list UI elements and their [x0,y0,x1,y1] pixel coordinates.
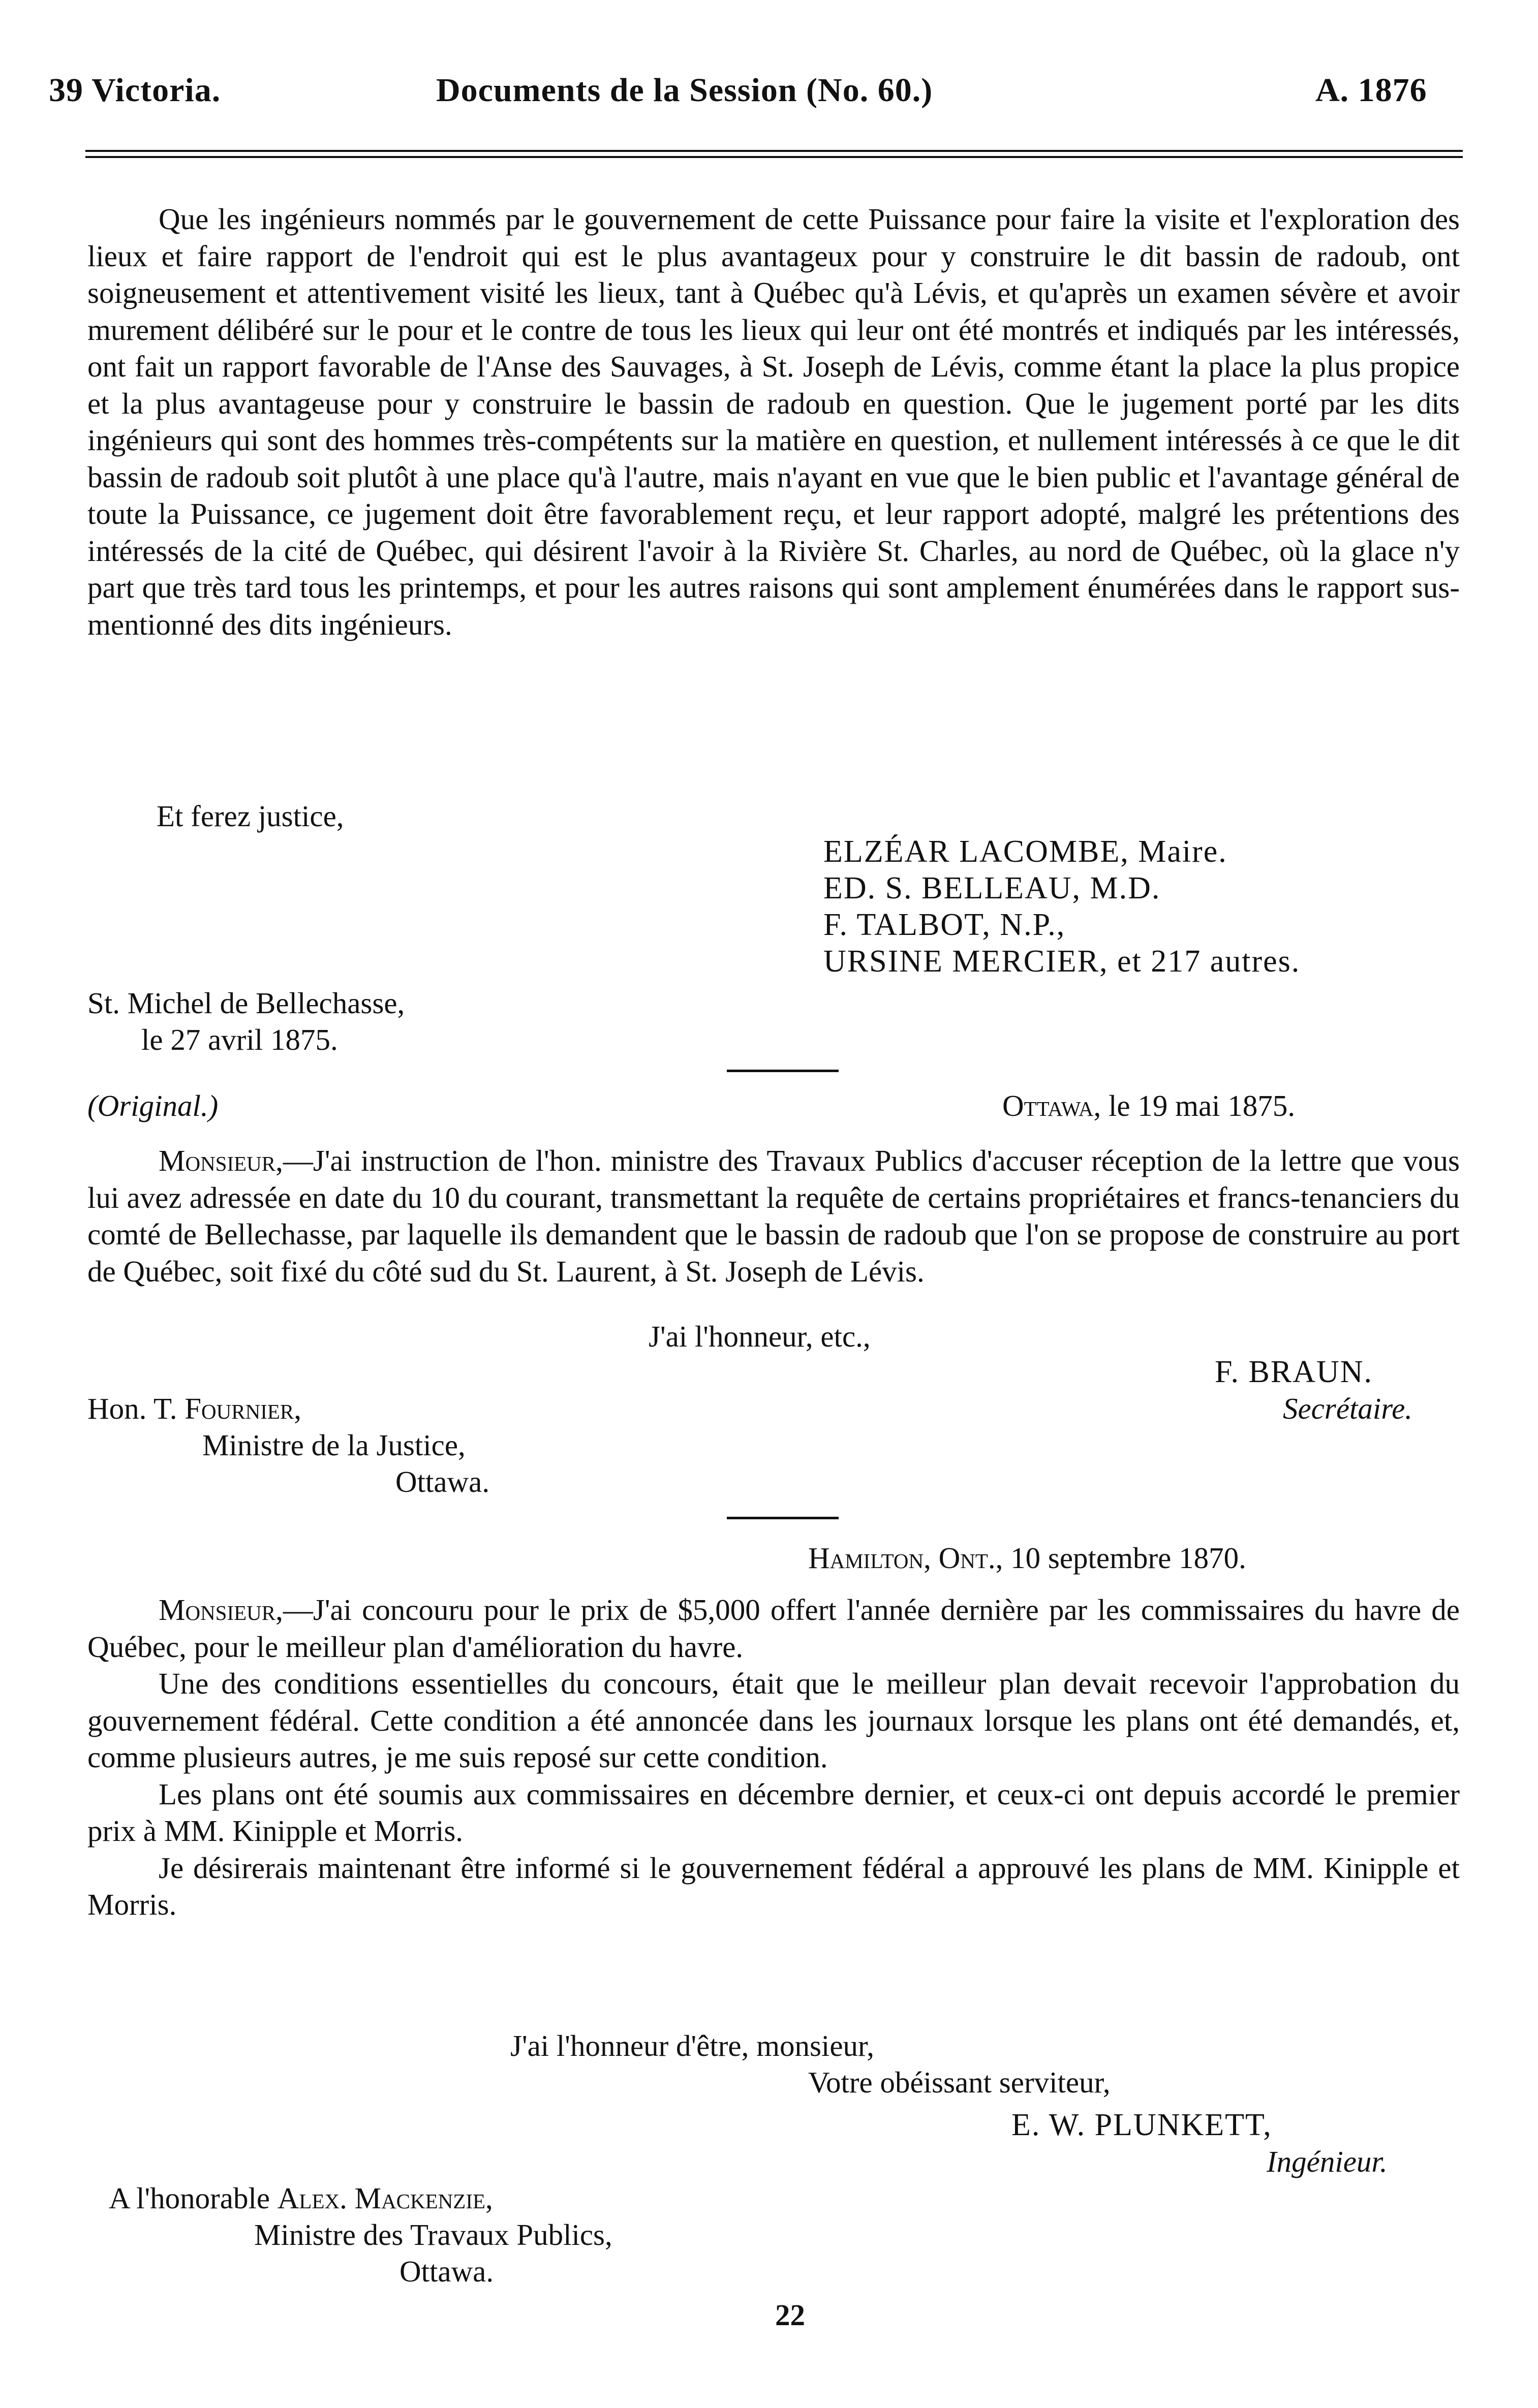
petition-date: le 27 avril 1875. [141,1023,338,1056]
letter1-addressee-line2: Ministre de la Justice, [202,1428,466,1462]
signatory: ED. S. BELLEAU, M.D. [823,871,1161,905]
dateline-city: Ottawa [1002,1089,1094,1122]
petition-paragraph: Que les ingénieurs nommés par le gouvernement de cette Puissance pour faire la visite et l'exploration des lieux et faire rapport de l'endroit qui est le plus avantageux pour y construire le dit bassin de radoub, ont soigneusement et attentivement visité les lieux, tant à Québec qu'à Lévis, et qu'après un examen sévère et avoir murement délibéré sur le pour et le contre de tous les lieux qui leur ont été montrés et indiqués par les intéressés, ont fait un rapport favorable de l'Anse des Sauvages, à St. Joseph de Lévis, comme étant la place la plus propice et la plus avantageuse pour y construire le bassin de radoub en question. Que le jugement porté par les dits ingénieurs qui sont des hommes très-compétents sur la matière en question, et nullement intéressés à ce que le dit bassin de radoub soit plutôt à une place qu'à l'autre, mais n'ayant en vue que le bien public et l'avantage général de toute la Puissance, ce jugement doit être favorablement reçu, et leur rapport adopté, malgré les prétentions des intéressés de la cité de Québec, qui désirent l'avoir à la Rivière St. Charles, au nord de Québec, où la glace n'y part que très tard tous les printemps, et pour les autres raisons qui sont amplement énumérées dans le rapport sus-mentionné des dits ingénieurs. [87,202,1460,641]
letter2-dateline [808,1540,1246,1577]
dateline-date: , le 19 mai 1875. [1093,1089,1296,1122]
addressee-suffix: , [485,2181,493,2215]
dateline-date: , 10 septembre 1870. [995,1541,1246,1575]
letter2-addressee-line3: Ottawa. [399,2255,494,2288]
addressee-name: Fournier [184,1392,294,1425]
letter1-signer-title: Secrétaire. [1283,1392,1413,1425]
addressee-suffix: , [294,1392,301,1425]
header-rule-top [85,150,1463,152]
original-note: (Original.) [87,1089,219,1122]
page-number: 22 [775,2298,805,2332]
letter1-body [87,1142,1460,1290]
letter2-paragraph [87,1591,1460,1665]
signatory: URSINE MERCIER, et 217 autres. [823,944,1301,979]
letter2-body [87,1591,1460,1923]
letter2-signer-title: Ingénieur. [1267,2145,1388,2178]
letter2-text: ,—J'ai concouru pour le prix de $5,000 offert l'année dernière par les commissaires du havre de Québec, pour le meilleur plan d'amélioration du havre. [87,1593,1460,1664]
section-separator [727,1070,839,1072]
letter2-paragraph: Une des conditions essentielles du concours, était que le meilleur plan devait recevoir l'approbation du gouvernement fédéral. Cette condition a été annoncée dans les journaux lorsque les plans ont été demandés, et, comme plusieurs autres, je me suis reposé sur cette condition. [87,1667,1460,1774]
section-separator [727,1517,839,1519]
letter1-addressee [87,1390,301,1427]
petition-place: St. Michel de Bellechasse, [87,986,405,1020]
letter2-addressee-line2: Ministre des Travaux Publics, [254,2218,612,2251]
letter1-paragraph [87,1142,1460,1290]
letter2-paragraph: Je désirerais maintenant être informé si le gouvernement fédéral a approuvé les plans de MM. Kinipple et Morris. [87,1851,1460,1921]
letter2-signer: E. W. PLUNKETT, [1011,2108,1272,2142]
signatory: ELZÉAR LACOMBE, Maire. [823,834,1227,869]
letter2-closing: J'ai l'honneur d'être, monsieur, [510,2029,875,2062]
header-rule-bottom [85,156,1463,158]
dateline-city: Hamilton, Ont. [808,1541,996,1575]
salutation: Monsieur [159,1144,276,1177]
letter2-addressee [109,2180,493,2217]
petition-closing: Et ferez justice, [157,799,344,833]
letter2-paragraph: Les plans ont été soumis aux commissaires en décembre dernier, et ceux-ci ont depuis accordé le premier prix à MM. Kinipple et Morris. [87,1777,1460,1848]
letter2-closing: Votre obéissant serviteur, [808,2066,1111,2099]
letter1-dateline [1002,1087,1295,1124]
petition-body [87,201,1460,643]
signatory: F. TALBOT, N.P., [823,908,1066,942]
header-right: A. 1876 [1315,72,1427,109]
addressee-prefix: A l'honorable [109,2181,278,2215]
addressee-prefix: Hon. T. [87,1392,185,1425]
letter1-closing: J'ai l'honneur, etc., [649,1320,871,1353]
addressee-name: Alex. Mackenzie [277,2181,486,2215]
letter1-addressee-line3: Ottawa. [395,1465,490,1498]
header-center: Documents de la Session (No. 60.) [436,72,933,109]
letter1-text: ,—J'ai instruction de l'hon. ministre des Travaux Publics d'accuser réception de la lettre que vous lui avez adressée en date du 10 du courant, transmettant la requête de certains propriétaires et francs-tenanciers du comté de Bellechasse, par laquelle ils demandent que le bassin de radoub que l'on se propose de construire au port de Québec, soit fixé du côté sud du St. Laurent, à St. Joseph de Lévis. [87,1144,1460,1288]
salutation: Monsieur [159,1593,276,1627]
letter1-signer: F. BRAUN. [1215,1355,1373,1389]
header-left: 39 Victoria. [49,72,221,109]
